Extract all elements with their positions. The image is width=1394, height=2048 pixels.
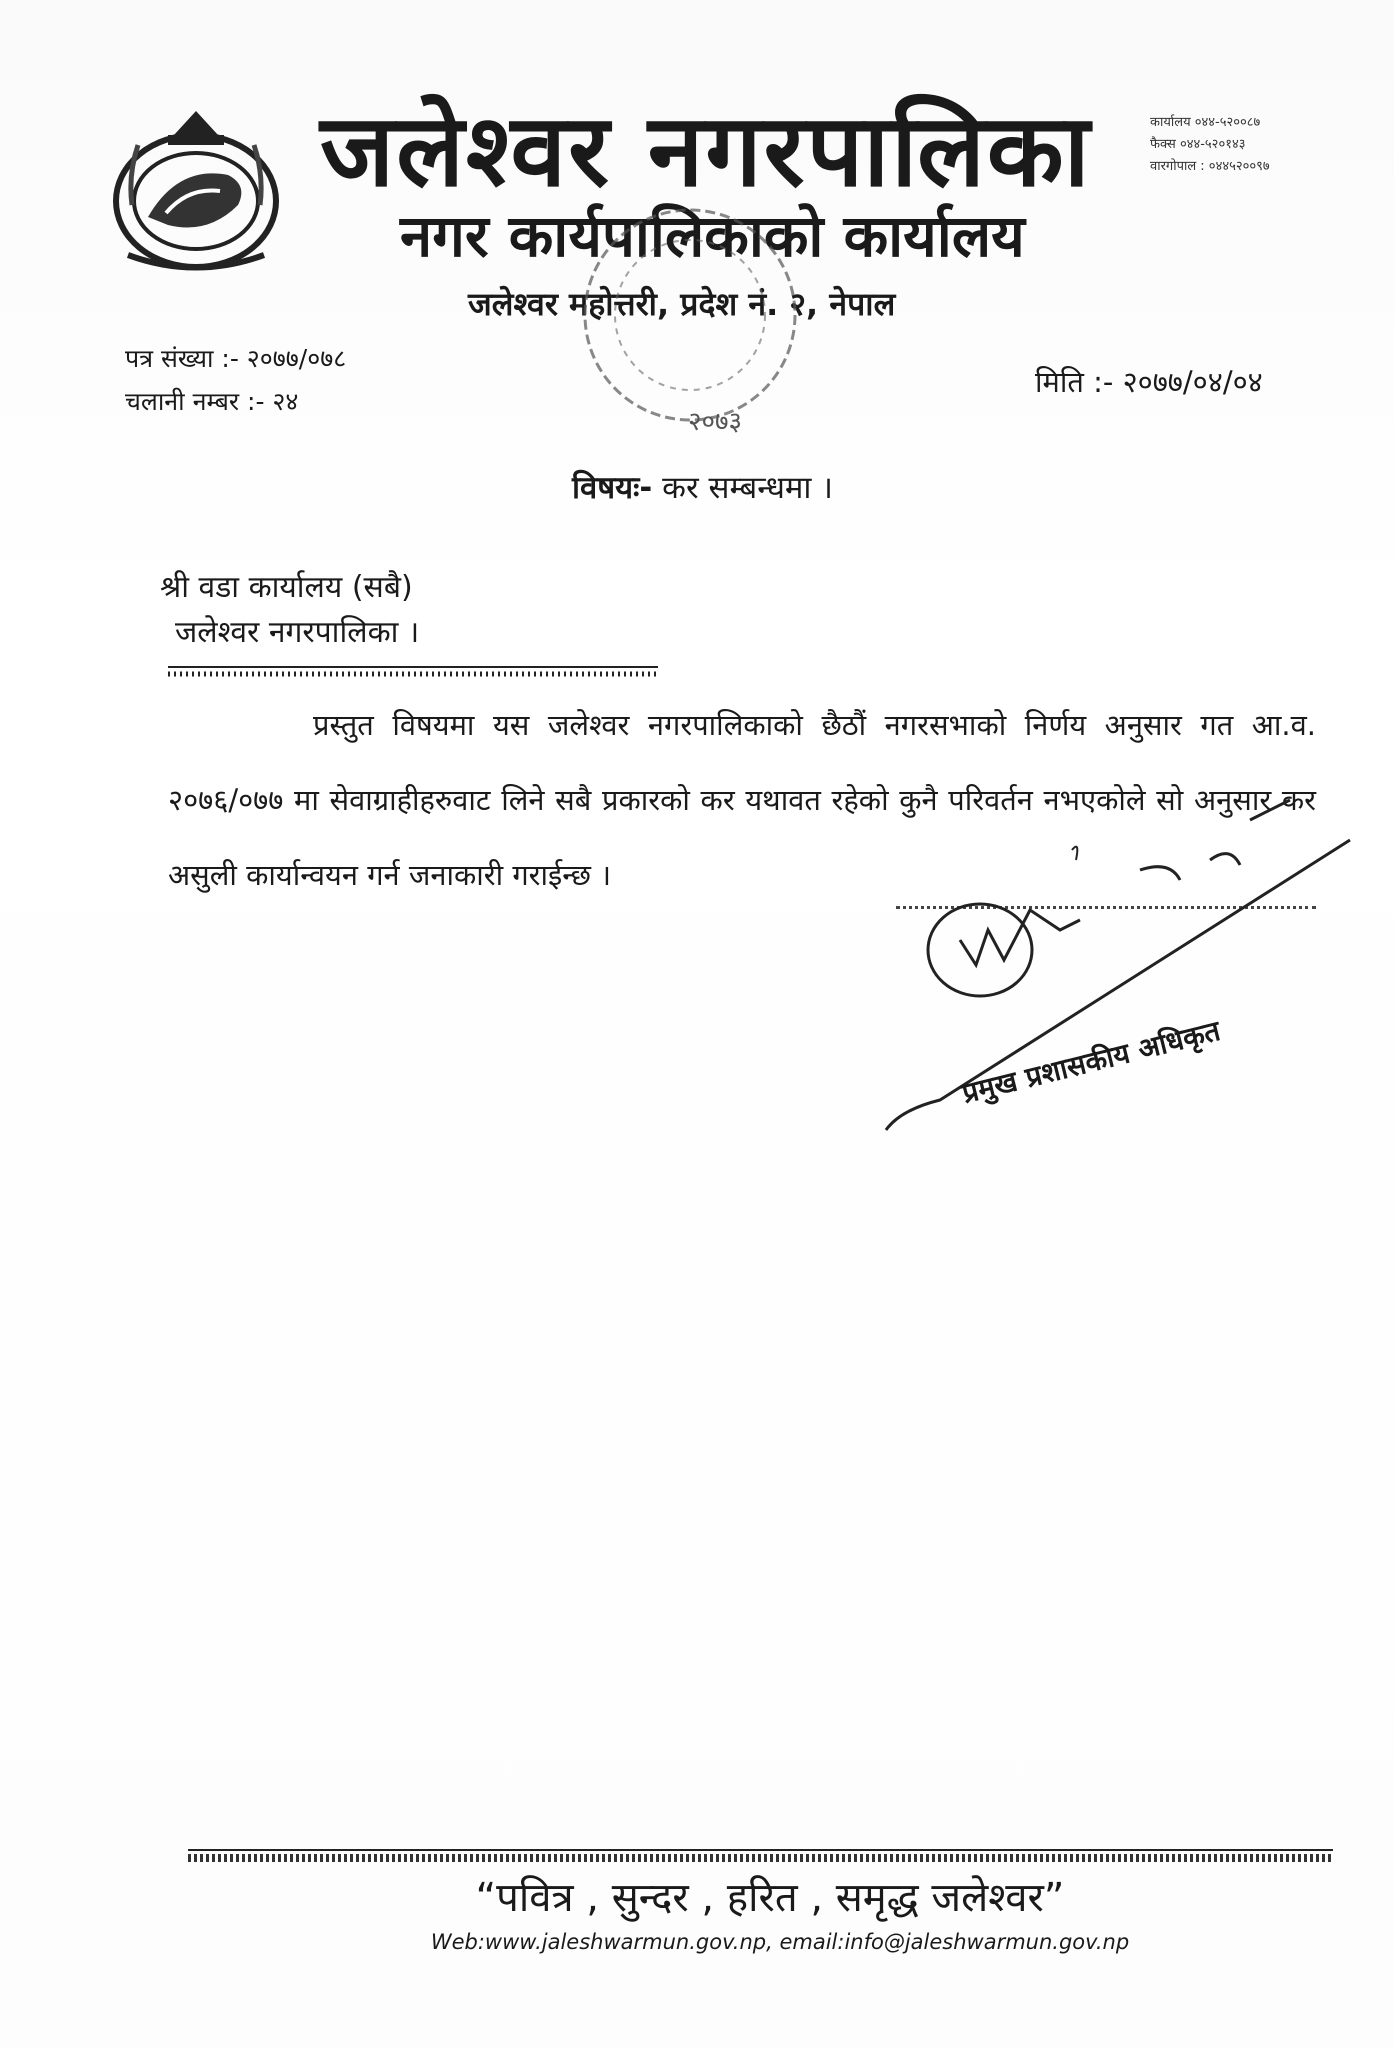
handwritten-signature-icon: [880, 790, 1360, 1150]
recipient-line-2: जलेश्वर नगरपालिका ।: [175, 615, 420, 650]
nepal-emblem-icon: [108, 105, 284, 273]
contact-office: कार्यालय ०४४-५२००८७: [1150, 115, 1261, 130]
contact-other: वारगोपाल : ०४४५२००९७: [1150, 159, 1270, 175]
subject-label: विषयः-: [572, 470, 653, 506]
stamp-year: २०७३: [688, 407, 743, 437]
contact-numbers: [1150, 112, 1325, 178]
round-stamp-icon: [570, 195, 810, 435]
contact-fax: फैक्स ०४४-५२०१४३: [1150, 137, 1246, 153]
footer-web-email: Web:www.jaleshwarmun.gov.np, email:info@jaleshwarmun.gov.np: [430, 1930, 1130, 1954]
subject-line: [572, 466, 932, 508]
office-address: जलेश्वर महोत्तरी, प्रदेश नं. २, नेपाल: [468, 285, 896, 323]
signatory-title: प्रमुख प्रशासकीय अधिकृत: [958, 1013, 1224, 1110]
office-title: जलेश्वर नगरपालिका: [320, 92, 1092, 209]
subject-text: कर सम्बन्धमा ।: [662, 470, 834, 506]
reference-block: [125, 338, 445, 423]
office-subtitle: नगर कार्यपालिकाको कार्यालय: [400, 202, 1025, 270]
footer-motto: “पवित्र , सुन्दर , हरित , समृद्ध जलेश्वर”: [475, 1875, 1065, 1921]
recipient-underline: [168, 664, 658, 682]
dispatch-number: चलानी नम्बर :- २४: [125, 386, 299, 416]
recipient-line-1: श्री वडा कार्यालय (सबै): [160, 570, 413, 605]
letter-number: पत्र संख्या :- २०७७/०७८: [125, 344, 347, 373]
footer-rule: [188, 1848, 1333, 1864]
letter-date: मिति :- २०७७/०४/०४: [1035, 365, 1263, 399]
letter-body: प्रस्तुत विषयमा यस जलेश्वर नगरपालिकाको छैठौं नगरसभाको निर्णय अनुसार गत आ.व. २०७६/०७७ मा सेवाग्राहीहरुवाट लिने सबै प्रकारको कर यथावत रहेको कुनै परिवर्तन नभएकोले सो अनुसार कर असुली कार्यान्वयन गर्न जनाकारी गराईन्छ ।: [168, 708, 1316, 892]
